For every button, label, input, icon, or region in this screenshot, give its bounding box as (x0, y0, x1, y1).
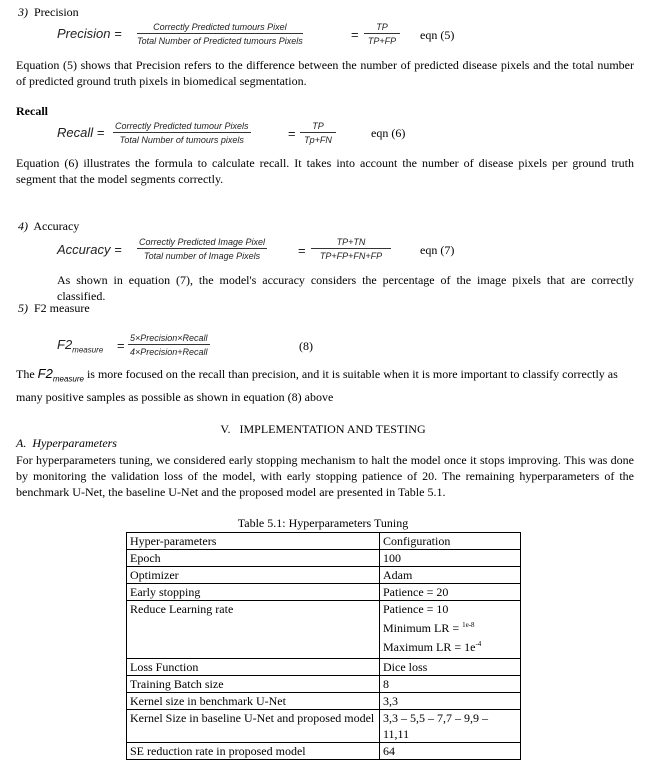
accuracy-heading (18, 219, 79, 234)
f2-heading (18, 301, 90, 316)
table-cell-param: Kernel Size in baseline U-Net and proposed model (127, 710, 380, 743)
accuracy-frac2-denominator: TP+FP+FN+FP (319, 251, 383, 261)
f2-heading-number: 5) (18, 301, 28, 315)
section-title: V. IMPLEMENTATION AND TESTING (220, 422, 426, 436)
precision-equals: = (351, 27, 359, 42)
precision-heading-text: Precision (34, 5, 79, 19)
f2-inline-subscript: measure (52, 374, 84, 384)
recall-frac2-denominator: Tp+FN (304, 135, 332, 145)
lr-maximum-exponent: -4 (475, 640, 482, 648)
precision-heading-number: 3) (18, 5, 28, 19)
precision-fraction-2 (364, 22, 400, 46)
f2-inline-symbol (37, 366, 84, 384)
hyperparameters-subheading: A. Hyperparameters (16, 436, 117, 450)
table-caption: Table 5.1: Hyperparameters Tuning (237, 516, 409, 530)
table-cell-param: Training Batch size (127, 676, 380, 693)
accuracy-heading-text: Accuracy (33, 219, 80, 233)
table-cell-value: Patience = 20 (380, 584, 521, 601)
recall-frac2-numerator: TP (300, 121, 336, 133)
precision-frac1-numerator: Correctly Predicted tumours Pixel (137, 22, 303, 34)
lr-maximum-label: Maximum LR = 1e (383, 640, 476, 654)
table-cell-param: Hyper-parameters (127, 533, 380, 550)
accuracy-heading-number: 4) (18, 219, 28, 233)
table-row (127, 693, 521, 710)
lr-minimum (383, 617, 517, 636)
table-cell-param: Early stopping (127, 584, 380, 601)
lr-maximum (383, 636, 517, 655)
table-row (127, 533, 521, 550)
precision-lhs: Precision = (57, 26, 122, 41)
accuracy-fraction-2 (311, 237, 391, 261)
table-cell-value: 3,3 (380, 693, 521, 710)
table-row (127, 550, 521, 567)
precision-frac2-numerator: TP (364, 22, 400, 34)
f2-frac-numerator: 5×Precision×Recall (130, 333, 208, 343)
precision-eqn-number: eqn (5) (420, 28, 455, 42)
precision-fraction-1 (137, 22, 303, 46)
table-cell-param: SE reduction rate in proposed model (127, 743, 380, 760)
recall-lhs: Recall = (57, 125, 105, 140)
f2-lhs-base: F2 (57, 337, 73, 352)
table-cell-value: 8 (380, 676, 521, 693)
lr-minimum-exponent: 1e-8 (462, 621, 475, 629)
recall-frac1-numerator: Correctly Predicted tumour Pixels (115, 121, 249, 131)
f2-para-start: The (16, 367, 35, 381)
f2-eqn-number: (8) (299, 339, 313, 353)
recall-fraction-1 (113, 121, 251, 145)
recall-eqn-number: eqn (6) (371, 126, 406, 140)
accuracy-eqn-number: eqn (7) (420, 243, 455, 257)
table-cell-param: Optimizer (127, 567, 380, 584)
table-cell-param: Loss Function (127, 659, 380, 676)
table-cell-param: Epoch (127, 550, 380, 567)
recall-paragraph: Equation (6) illustrates the formula to calculate recall. It takes into account the number of disease pixels per ground truth segment that the model segments correctly. (16, 156, 634, 186)
accuracy-frac1-denominator: Total number of Image Pixels (143, 251, 261, 261)
table-row (127, 567, 521, 584)
table-row (127, 584, 521, 601)
table-cell-value: Dice loss (380, 659, 521, 676)
accuracy-paragraph: As shown in equation (7), the model's accuracy considers the percentage of the image pixels that are correctly classified. (57, 273, 634, 303)
lr-minimum-label: Minimum LR = (383, 621, 463, 635)
precision-paragraph: Equation (5) shows that Precision refers to the difference between the number of predicted disease pixels and the total number of predicted ground truth pixels in biomedical segmentation. (16, 58, 634, 88)
table-row (127, 659, 521, 676)
table-row (127, 710, 521, 743)
table-cell-value: 64 (380, 743, 521, 760)
lr-patience: Patience = 10 (383, 602, 449, 616)
accuracy-frac1-numerator: Correctly Predicted Image Pixel (139, 237, 266, 247)
f2-para-rest-line1: is more focused on the recall than precision, and it is suitable when it is more important to classify correctly as (86, 367, 618, 381)
hyperparameters-paragraph: For hyperparameters tuning, we considered early stopping mechanism to halt the model once it stops improving. This was done by monitoring the validation loss of the model, with early stopping patience of 20. The remaining hyperparameters of the benchmark U-Net, the baseline U-Net and the proposed model are presented in Table 5.1. (16, 453, 634, 499)
hyperparameters-table (126, 532, 521, 760)
table-cell-value (380, 601, 521, 659)
recall-heading: Recall (16, 104, 48, 118)
accuracy-lhs: Accuracy = (57, 242, 122, 257)
precision-frac2-denominator: TP+FP (367, 36, 397, 46)
f2-paragraph (16, 366, 634, 388)
precision-frac1-denominator: Total Number of Predicted tumours Pixels (137, 36, 303, 46)
table-cell-value: 3,3 – 5,5 – 7,7 – 9,9 – 11,11 (380, 710, 521, 743)
f2-inline-base: F2 (37, 366, 53, 381)
f2-para-line2: many positive samples as possible as shown in equation (8) above (16, 390, 334, 404)
f2-lhs-subscript: measure (72, 345, 104, 355)
table-cell-param: Reduce Learning rate (127, 601, 380, 659)
table-row (127, 743, 521, 760)
table-cell-param: Kernel size in benchmark U-Net (127, 693, 380, 710)
f2-lhs (57, 337, 103, 355)
table-cell-value: Configuration (380, 533, 521, 550)
recall-frac1-denominator: Total Number of tumours pixels (119, 135, 244, 145)
table-cell-value: Adam (380, 567, 521, 584)
precision-heading (18, 5, 79, 20)
table-row (127, 601, 521, 659)
f2-heading-text: F2 measure (34, 301, 90, 315)
accuracy-frac2-numerator: TP+TN (311, 237, 391, 249)
accuracy-fraction-1 (137, 237, 267, 261)
table-cell-value: 100 (380, 550, 521, 567)
recall-fraction-2 (300, 121, 336, 145)
accuracy-equals: = (298, 243, 306, 258)
recall-equals: = (288, 126, 296, 141)
f2-fraction (128, 333, 210, 357)
f2-frac-denominator: 4×Precision+Recall (130, 347, 208, 357)
f2-equals: = (117, 338, 125, 353)
table-row (127, 676, 521, 693)
